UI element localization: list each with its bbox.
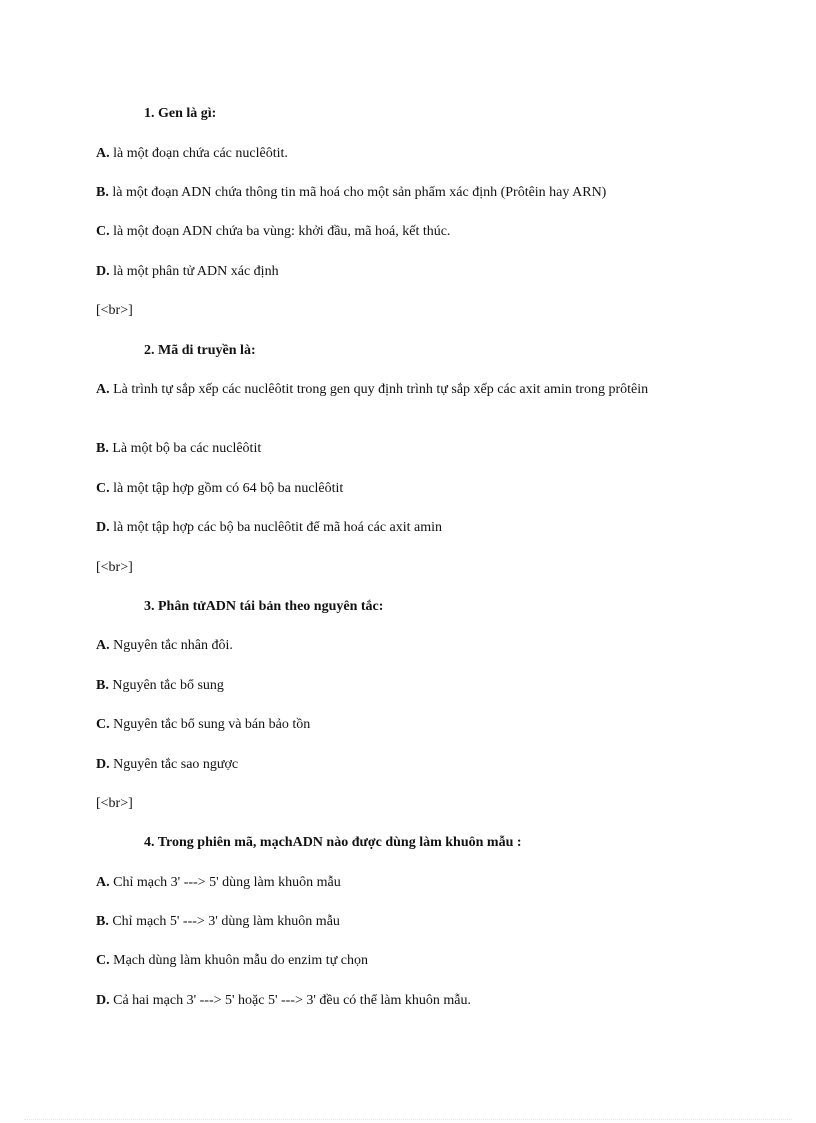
page-bottom-divider — [24, 1119, 792, 1120]
option-text: là một đoạn ADN chứa thông tin mã hoá cho một sản phẩm xác định (Prôtêin hay ARN) — [108, 185, 607, 200]
option-letter: D. — [96, 757, 110, 772]
question-2-option-c — [96, 479, 686, 498]
option-text: Nguyên tắc sao ngược — [109, 757, 239, 772]
question-2-option-b — [96, 439, 686, 458]
option-letter: D. — [96, 520, 110, 535]
question-1-option-a — [96, 144, 686, 163]
option-letter: A. — [96, 382, 110, 397]
question-4-title: 4. Trong phiên mã, mạchADN nào được dùng làm khuôn mẫu : — [144, 835, 522, 850]
question-3-option-d — [96, 755, 686, 774]
question-2-option-a — [96, 380, 686, 399]
option-letter: B. — [96, 441, 109, 456]
question-2-break-marker: [<br>] — [96, 560, 133, 575]
option-text: Là trình tự sắp xếp các nuclêôtit trong gen quy định trình tự sắp xếp các axit amin trong prôtêin — [109, 382, 649, 397]
option-text: là một phân tử ADN xác định — [109, 264, 279, 279]
question-1-option-d — [96, 262, 686, 281]
question-3-option-c — [96, 715, 686, 734]
question-1-option-b — [96, 183, 686, 202]
question-3-title: 3. Phân tửADN tái bản theo nguyên tắc: — [144, 599, 384, 614]
option-letter: A. — [96, 146, 110, 161]
question-1-break-marker: [<br>] — [96, 303, 133, 318]
question-4-option-a — [96, 873, 686, 892]
question-4-option-b — [96, 912, 686, 931]
option-text: Nguyên tắc nhân đôi. — [109, 638, 233, 653]
option-text: Là một bộ ba các nuclêôtit — [108, 441, 262, 456]
option-text: Mạch dùng làm khuôn mẫu do enzim tự chọn — [109, 953, 368, 968]
option-letter: B. — [96, 914, 109, 929]
option-text: Nguyên tắc bổ sung và bán bảo tồn — [109, 717, 311, 732]
option-letter: B. — [96, 185, 109, 200]
question-3-option-a — [96, 636, 686, 655]
option-text: là một tập hợp các bộ ba nuclêôtit để mã hoá các axit amin — [109, 520, 443, 535]
option-text: Cả hai mạch 3' ---> 5' hoặc 5' ---> 3' đều có thể làm khuôn mẫu. — [109, 993, 472, 1008]
option-text: là một tập hợp gồm có 64 bộ ba nuclêôtit — [109, 481, 344, 496]
question-4-option-d — [96, 991, 686, 1010]
option-letter: C. — [96, 481, 110, 496]
option-letter: D. — [96, 264, 110, 279]
option-letter: C. — [96, 717, 110, 732]
question-3-break-marker: [<br>] — [96, 796, 133, 811]
option-letter: C. — [96, 224, 110, 239]
option-letter: C. — [96, 953, 110, 968]
option-text: Chỉ mạch 3' ---> 5' dùng làm khuôn mẫu — [109, 875, 341, 890]
option-text: là một đoạn chứa các nuclêôtit. — [109, 146, 288, 161]
question-3-option-b — [96, 676, 686, 695]
option-letter: A. — [96, 875, 110, 890]
option-text: Nguyên tắc bổ sung — [108, 678, 224, 693]
option-text: là một đoạn ADN chứa ba vùng: khởi đầu, mã hoá, kết thúc. — [109, 224, 451, 239]
option-letter: A. — [96, 638, 110, 653]
question-2-title: 2. Mã di truyền là: — [144, 343, 256, 358]
question-1-option-c — [96, 222, 686, 241]
option-letter: B. — [96, 678, 109, 693]
option-text: Chỉ mạch 5' ---> 3' dùng làm khuôn mẫu — [108, 914, 340, 929]
question-4-option-c — [96, 951, 686, 970]
question-1-title: 1. Gen là gì: — [144, 106, 217, 121]
option-letter: D. — [96, 993, 110, 1008]
question-2-option-d — [96, 518, 686, 537]
